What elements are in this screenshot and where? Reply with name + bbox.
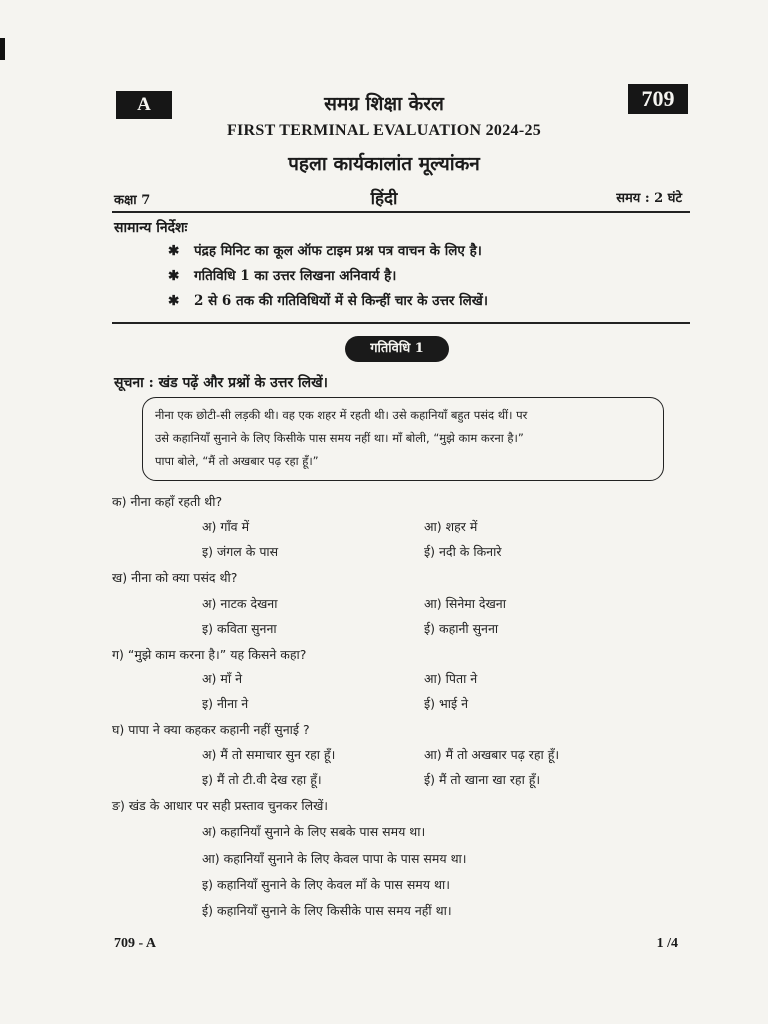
instruction-item: ✱ गतिविधि 1 का उत्तर लिखना अनिवार्य है। [168, 268, 397, 284]
passage-line: नीना एक छोटी-सी लड़की थी। वह एक शहर में रहती थी। उसे कहानियाँ बहुत पसंद थीं। पर [155, 408, 528, 422]
question-ka: क) नीना कहाँ रहती थी? [112, 494, 223, 509]
option: अ) कहानियाँ सुनाने के लिए सबके पास समय था। [202, 824, 426, 839]
option: ई) मैं तो खाना खा रहा हूँ। [424, 772, 541, 787]
option: ई) कहानी सुनना [424, 621, 499, 636]
option: आ) मैं तो अखबार पढ़ रहा हूँ। [424, 747, 560, 762]
activity-badge: गतिविधि 1 [345, 336, 449, 362]
question-ga: ग) “मुझे काम करना है।” यह किसने कहा? [112, 647, 307, 662]
option: इ) जंगल के पास [202, 544, 279, 559]
asterisk-icon: ✱ [168, 243, 180, 259]
option: अ) माँ ने [202, 671, 243, 686]
instruction-item: ✱ पंद्रह मिनिट का कूल ऑफ टाइम प्रश्न पत्र वाचन के लिए है। [168, 243, 482, 259]
question-nga: ङ) खंड के आधार पर सही प्रस्ताव चुनकर लिखें। [112, 798, 329, 813]
option: आ) शहर में [424, 519, 478, 534]
paper-code-badge: 709 [628, 84, 688, 114]
asterisk-icon: ✱ [168, 293, 180, 309]
option: ई) नदी के किनारे [424, 544, 502, 559]
option: आ) सिनेमा देखना [424, 596, 506, 611]
header-divider [112, 211, 690, 213]
instructions-heading: सामान्य निर्देशः [114, 220, 188, 236]
option: आ) पिता ने [424, 671, 478, 686]
organization-title: समग्र शिक्षा केरल [324, 93, 444, 115]
footer-paper-code: 709 - A [114, 936, 156, 951]
class-label: कक्षा 7 [114, 193, 151, 208]
option: अ) गाँव में [202, 519, 250, 534]
passage-line: उसे कहानियाँ सुनाने के लिए किसीके पास समय नहीं था। माँ बोली, “मुझे काम करना है।” [155, 431, 524, 445]
option: अ) नाटक देखना [202, 596, 278, 611]
reading-passage [142, 397, 664, 481]
passage-line: पापा बोले, “मैं तो अखबार पढ़ रहा हूँ।” [155, 454, 319, 468]
evaluation-title-english: FIRST TERMINAL EVALUATION 2024-25 [226, 122, 542, 139]
asterisk-icon: ✱ [168, 268, 180, 284]
instructions-divider [112, 322, 690, 324]
option: अ) मैं तो समाचार सुन रहा हूँ। [202, 747, 336, 762]
option: ई) कहानियाँ सुनाने के लिए किसीके पास समय नहीं था। [202, 903, 452, 918]
option: इ) मैं तो टी.वी देख रहा हूँ। [202, 772, 322, 787]
question-gha: घ) पापा ने क्या कहकर कहानी नहीं सुनाई ? [112, 722, 310, 737]
time-label: समय : 2 घंटे [616, 191, 682, 206]
option: इ) कहानियाँ सुनाने के लिए केवल माँ के पास समय था। [202, 877, 450, 892]
option: ई) भाई ने [424, 696, 469, 711]
footer-page-number: 1 /4 [656, 936, 678, 951]
instruction-item: ✱ 2 से 6 तक की गतिविधियों में से किन्हीं चार के उत्तर लिखें। [168, 293, 488, 309]
set-badge: A [116, 91, 172, 119]
question-kha: ख) नीना को क्या पसंद थी? [112, 570, 238, 585]
option: इ) कविता सुनना [202, 621, 277, 636]
option: इ) नीना ने [202, 696, 249, 711]
option: आ) कहानियाँ सुनाने के लिए केवल पापा के पास समय था। [202, 851, 467, 866]
registration-mark [0, 38, 5, 60]
activity-notice: सूचना : खंड पढ़ें और प्रश्नों के उत्तर लिखें। [114, 375, 328, 391]
subject-title: हिंदी [370, 189, 398, 209]
evaluation-title-hindi: पहला कार्यकालांत मूल्यांकन [288, 153, 480, 175]
